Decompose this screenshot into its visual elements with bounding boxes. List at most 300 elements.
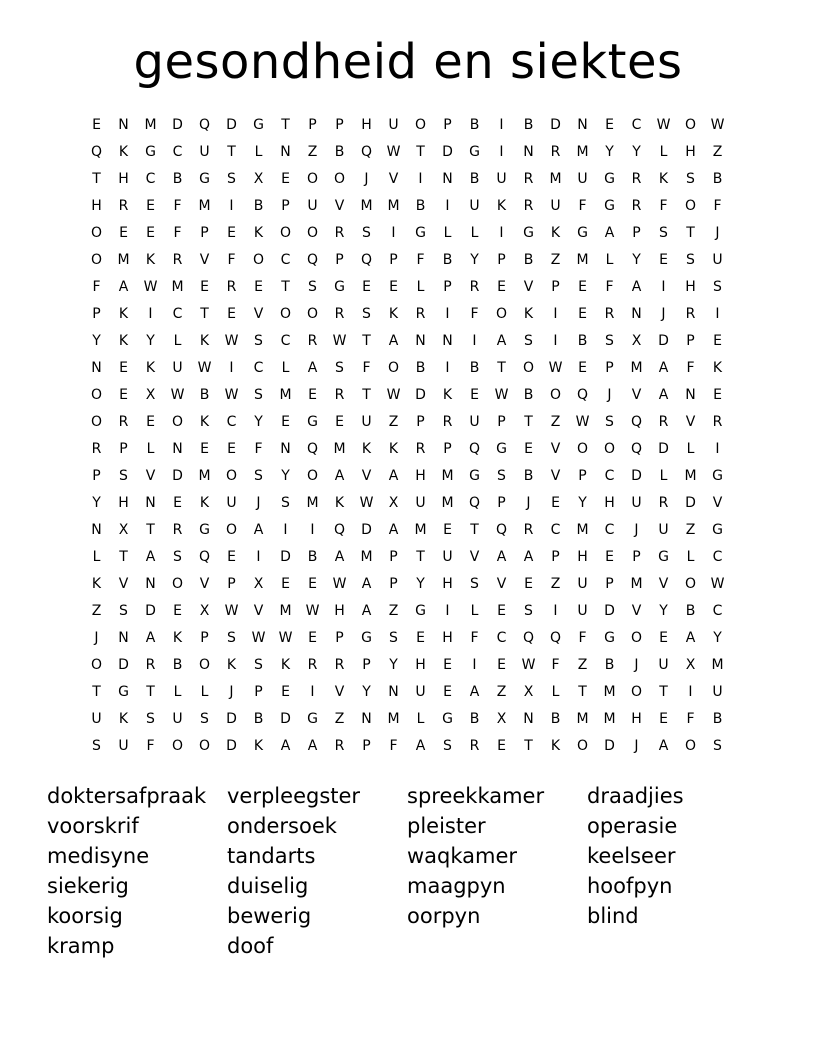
grid-letter: Q bbox=[495, 521, 508, 538]
grid-letter: U bbox=[118, 737, 129, 754]
grid-letter: R bbox=[415, 305, 426, 322]
grid-letter: E bbox=[173, 494, 182, 511]
grid-letter: D bbox=[226, 710, 237, 727]
grid-letter: E bbox=[335, 413, 344, 430]
grid-letter: J bbox=[229, 683, 234, 700]
grid-letter: D bbox=[361, 521, 372, 538]
grid-letter: K bbox=[388, 305, 399, 322]
grid-letter: S bbox=[605, 413, 614, 430]
grid-letter: D bbox=[118, 656, 129, 673]
grid-letter: I bbox=[418, 170, 423, 187]
grid-letter: L bbox=[551, 683, 560, 700]
grid-letter: G bbox=[145, 143, 156, 160]
grid-letter: F bbox=[470, 305, 479, 322]
grid-letter: C bbox=[172, 143, 183, 160]
grid-letter: V bbox=[658, 575, 669, 592]
grid-letter: E bbox=[443, 521, 452, 538]
grid-letter: Z bbox=[388, 413, 399, 430]
grid-letter: A bbox=[253, 521, 264, 538]
grid-letter: S bbox=[389, 629, 398, 646]
grid-letter: T bbox=[92, 170, 101, 187]
grid-letter: B bbox=[604, 656, 615, 673]
grid-letter: Z bbox=[550, 251, 561, 268]
grid-letter: U bbox=[307, 197, 318, 214]
grid-letter: V bbox=[469, 548, 480, 565]
word-column bbox=[587, 781, 767, 961]
grid-row bbox=[83, 246, 731, 273]
grid-letter: T bbox=[119, 548, 128, 565]
grid-letter: G bbox=[604, 629, 615, 646]
grid-letter: R bbox=[604, 305, 615, 322]
grid-letter: E bbox=[497, 737, 506, 754]
grid-letter: Z bbox=[577, 656, 588, 673]
grid-letter: K bbox=[253, 737, 264, 754]
grid-letter: G bbox=[361, 629, 372, 646]
grid-letter: P bbox=[605, 575, 614, 592]
grid-letter: C bbox=[172, 305, 183, 322]
word-list-item: kramp bbox=[47, 934, 115, 958]
grid-letter: M bbox=[360, 197, 373, 214]
grid-letter: K bbox=[550, 224, 561, 241]
grid-letter: P bbox=[200, 629, 209, 646]
grid-letter: L bbox=[416, 710, 425, 727]
grid-row bbox=[83, 732, 731, 759]
grid-letter: X bbox=[685, 656, 696, 673]
grid-letter: E bbox=[713, 332, 722, 349]
grid-letter: H bbox=[361, 116, 372, 133]
grid-letter: P bbox=[281, 197, 290, 214]
grid-letter: Y bbox=[632, 143, 641, 160]
grid-letter: O bbox=[90, 251, 103, 268]
word-list bbox=[47, 781, 767, 961]
grid-letter: R bbox=[685, 305, 696, 322]
grid-letter: T bbox=[497, 359, 506, 376]
letter-grid bbox=[83, 111, 731, 759]
word-list-item: keelseer bbox=[587, 844, 676, 868]
grid-letter: E bbox=[659, 710, 668, 727]
grid-letter: I bbox=[499, 116, 504, 133]
grid-letter: K bbox=[361, 440, 372, 457]
grid-letter: G bbox=[577, 224, 588, 241]
grid-letter: I bbox=[310, 683, 315, 700]
grid-letter: R bbox=[307, 656, 318, 673]
grid-letter: R bbox=[523, 197, 534, 214]
grid-letter: E bbox=[281, 170, 290, 187]
grid-letter: L bbox=[470, 224, 479, 241]
grid-letter: E bbox=[362, 278, 371, 295]
grid-letter: O bbox=[630, 683, 643, 700]
grid-letter: T bbox=[524, 413, 533, 430]
grid-letter: T bbox=[146, 521, 155, 538]
grid-letter: R bbox=[172, 521, 183, 538]
grid-letter: W bbox=[710, 116, 725, 133]
grid-letter: W bbox=[224, 602, 239, 619]
grid-letter: O bbox=[171, 413, 184, 430]
grid-letter: K bbox=[199, 494, 210, 511]
grid-letter: N bbox=[361, 710, 372, 727]
grid-letter: M bbox=[441, 467, 454, 484]
grid-letter: P bbox=[308, 116, 317, 133]
grid-letter: W bbox=[143, 278, 158, 295]
grid-letter: O bbox=[495, 305, 508, 322]
grid-letter: Z bbox=[388, 602, 399, 619]
grid-letter: E bbox=[470, 386, 479, 403]
grid-letter: E bbox=[227, 440, 236, 457]
grid-letter: O bbox=[306, 467, 319, 484]
grid-letter: Z bbox=[91, 602, 102, 619]
grid-letter: I bbox=[445, 359, 450, 376]
grid-letter: X bbox=[253, 575, 264, 592]
grid-letter: K bbox=[145, 251, 156, 268]
grid-letter: X bbox=[388, 494, 399, 511]
grid-letter: E bbox=[713, 386, 722, 403]
grid-letter: L bbox=[686, 440, 695, 457]
grid-letter: M bbox=[603, 710, 616, 727]
grid-letter: G bbox=[415, 224, 426, 241]
grid-letter: X bbox=[253, 170, 264, 187]
grid-letter: E bbox=[551, 494, 560, 511]
grid-letter: P bbox=[632, 548, 641, 565]
grid-letter: V bbox=[388, 170, 399, 187]
grid-letter: E bbox=[497, 656, 506, 673]
grid-letter: J bbox=[634, 737, 639, 754]
grid-letter: E bbox=[308, 386, 317, 403]
grid-letter: U bbox=[199, 143, 210, 160]
grid-letter: A bbox=[496, 332, 507, 349]
grid-letter: Z bbox=[334, 710, 345, 727]
grid-letter: P bbox=[389, 575, 398, 592]
grid-letter: S bbox=[470, 575, 479, 592]
grid-letter: D bbox=[658, 440, 669, 457]
grid-letter: M bbox=[171, 278, 184, 295]
grid-letter: K bbox=[334, 494, 345, 511]
grid-letter: T bbox=[146, 683, 155, 700]
grid-letter: Y bbox=[92, 494, 101, 511]
grid-letter: I bbox=[445, 305, 450, 322]
grid-letter: K bbox=[523, 305, 534, 322]
grid-letter: J bbox=[526, 494, 531, 511]
grid-letter: W bbox=[332, 575, 347, 592]
grid-letter: O bbox=[279, 305, 292, 322]
grid-letter: S bbox=[605, 332, 614, 349]
grid-letter: V bbox=[334, 197, 345, 214]
grid-letter: T bbox=[659, 683, 668, 700]
grid-letter: E bbox=[497, 278, 506, 295]
grid-letter: Y bbox=[713, 629, 722, 646]
grid-letter: E bbox=[119, 359, 128, 376]
grid-letter: P bbox=[443, 278, 452, 295]
grid-letter: J bbox=[607, 386, 612, 403]
grid-letter: G bbox=[712, 467, 723, 484]
grid-letter: O bbox=[171, 575, 184, 592]
grid-letter: D bbox=[550, 116, 561, 133]
grid-letter: N bbox=[442, 170, 453, 187]
grid-letter: A bbox=[496, 548, 507, 565]
grid-letter: O bbox=[522, 359, 535, 376]
grid-row bbox=[83, 273, 731, 300]
grid-letter: P bbox=[416, 413, 425, 430]
grid-letter: S bbox=[119, 467, 128, 484]
grid-letter: V bbox=[199, 575, 210, 592]
word-column bbox=[407, 781, 587, 961]
grid-letter: N bbox=[118, 629, 129, 646]
grid-letter: F bbox=[416, 251, 425, 268]
grid-letter: W bbox=[305, 602, 320, 619]
grid-letter: R bbox=[334, 224, 345, 241]
grid-letter: D bbox=[658, 332, 669, 349]
grid-letter: O bbox=[90, 656, 103, 673]
grid-letter: S bbox=[254, 656, 263, 673]
grid-letter: T bbox=[92, 683, 101, 700]
grid-row bbox=[83, 219, 731, 246]
word-list-item: verpleegster bbox=[227, 784, 361, 808]
grid-letter: T bbox=[578, 683, 587, 700]
grid-letter: P bbox=[389, 251, 398, 268]
grid-letter: S bbox=[119, 602, 128, 619]
grid-letter: D bbox=[631, 467, 642, 484]
grid-letter: E bbox=[227, 548, 236, 565]
grid-letter: Y bbox=[389, 656, 398, 673]
grid-letter: G bbox=[415, 602, 426, 619]
word-list-item: siekerig bbox=[47, 874, 129, 898]
grid-letter: N bbox=[523, 143, 534, 160]
grid-row bbox=[83, 165, 731, 192]
grid-letter: D bbox=[415, 386, 426, 403]
grid-letter: G bbox=[199, 170, 210, 187]
grid-letter: I bbox=[553, 332, 558, 349]
grid-letter: B bbox=[442, 251, 453, 268]
grid-letter: V bbox=[361, 467, 372, 484]
grid-letter: R bbox=[631, 170, 642, 187]
grid-letter: R bbox=[334, 305, 345, 322]
grid-letter: U bbox=[550, 197, 561, 214]
grid-row bbox=[83, 354, 731, 381]
grid-letter: O bbox=[576, 737, 589, 754]
grid-letter: K bbox=[118, 710, 129, 727]
grid-letter: D bbox=[172, 467, 183, 484]
grid-letter: M bbox=[414, 521, 427, 538]
grid-letter: V bbox=[253, 602, 264, 619]
grid-letter: I bbox=[229, 197, 234, 214]
grid-letter: X bbox=[118, 521, 129, 538]
grid-letter: N bbox=[388, 683, 399, 700]
grid-letter: B bbox=[712, 170, 723, 187]
grid-letter: D bbox=[226, 116, 237, 133]
grid-letter: P bbox=[551, 548, 560, 565]
grid-letter: E bbox=[92, 116, 101, 133]
grid-row bbox=[83, 138, 731, 165]
grid-letter: P bbox=[362, 737, 371, 754]
grid-letter: E bbox=[416, 629, 425, 646]
grid-letter: I bbox=[445, 197, 450, 214]
grid-letter: T bbox=[470, 521, 479, 538]
grid-letter: U bbox=[226, 494, 237, 511]
word-list-item: medisyne bbox=[47, 844, 150, 868]
grid-letter: Y bbox=[470, 251, 479, 268]
grid-letter: O bbox=[333, 170, 346, 187]
grid-letter: A bbox=[118, 278, 129, 295]
grid-row bbox=[83, 192, 731, 219]
grid-row bbox=[83, 678, 731, 705]
grid-letter: A bbox=[307, 737, 318, 754]
grid-letter: Z bbox=[550, 575, 561, 592]
grid-letter: P bbox=[578, 467, 587, 484]
grid-letter: J bbox=[715, 224, 720, 241]
grid-letter: Q bbox=[306, 440, 319, 457]
grid-letter: X bbox=[631, 332, 642, 349]
grid-letter: O bbox=[90, 413, 103, 430]
grid-letter: V bbox=[685, 413, 696, 430]
grid-letter: R bbox=[523, 170, 534, 187]
grid-letter: R bbox=[334, 737, 345, 754]
word-list-item: draadjies bbox=[587, 784, 684, 808]
grid-letter: A bbox=[658, 359, 669, 376]
grid-letter: B bbox=[415, 197, 426, 214]
grid-letter: M bbox=[603, 683, 616, 700]
grid-letter: Y bbox=[281, 467, 290, 484]
grid-letter: Y bbox=[605, 143, 614, 160]
grid-letter: V bbox=[550, 467, 561, 484]
grid-letter: P bbox=[686, 332, 695, 349]
grid-letter: Y bbox=[578, 494, 587, 511]
grid-letter: A bbox=[307, 359, 318, 376]
grid-letter: O bbox=[171, 737, 184, 754]
grid-letter: Q bbox=[630, 440, 643, 457]
grid-letter: V bbox=[199, 251, 210, 268]
grid-letter: X bbox=[523, 683, 534, 700]
grid-letter: S bbox=[335, 359, 344, 376]
grid-letter: R bbox=[145, 656, 156, 673]
grid-letter: G bbox=[199, 521, 210, 538]
grid-letter: U bbox=[388, 116, 399, 133]
grid-letter: J bbox=[634, 656, 639, 673]
grid-letter: P bbox=[497, 494, 506, 511]
grid-letter: W bbox=[575, 413, 590, 430]
grid-letter: S bbox=[254, 332, 263, 349]
grid-letter: B bbox=[253, 197, 264, 214]
grid-row bbox=[83, 516, 731, 543]
grid-letter: K bbox=[253, 224, 264, 241]
grid-letter: Q bbox=[198, 116, 211, 133]
grid-letter: I bbox=[256, 548, 261, 565]
grid-letter: F bbox=[551, 656, 560, 673]
grid-letter: G bbox=[523, 224, 534, 241]
grid-letter: P bbox=[92, 467, 101, 484]
grid-letter: E bbox=[389, 278, 398, 295]
grid-letter: H bbox=[577, 548, 588, 565]
grid-letter: H bbox=[415, 467, 426, 484]
grid-letter: S bbox=[92, 737, 101, 754]
grid-letter: K bbox=[712, 359, 723, 376]
grid-letter: K bbox=[118, 143, 129, 160]
grid-letter: D bbox=[442, 143, 453, 160]
grid-letter: K bbox=[91, 575, 102, 592]
grid-letter: O bbox=[684, 116, 697, 133]
grid-letter: B bbox=[523, 467, 534, 484]
grid-row bbox=[83, 111, 731, 138]
grid-letter: I bbox=[310, 521, 315, 538]
grid-letter: U bbox=[442, 548, 453, 565]
grid-letter: U bbox=[658, 521, 669, 538]
grid-letter: A bbox=[631, 278, 642, 295]
grid-letter: I bbox=[445, 602, 450, 619]
grid-letter: X bbox=[145, 386, 156, 403]
grid-letter: P bbox=[605, 359, 614, 376]
grid-letter: D bbox=[604, 737, 615, 754]
grid-letter: U bbox=[172, 710, 183, 727]
grid-letter: O bbox=[306, 170, 319, 187]
grid-letter: F bbox=[92, 278, 101, 295]
grid-letter: G bbox=[604, 170, 615, 187]
grid-letter: W bbox=[278, 629, 293, 646]
grid-letter: K bbox=[172, 629, 183, 646]
grid-letter: Z bbox=[307, 143, 318, 160]
grid-letter: R bbox=[469, 278, 480, 295]
grid-letter: I bbox=[553, 602, 558, 619]
grid-letter: N bbox=[91, 521, 102, 538]
grid-letter: K bbox=[442, 386, 453, 403]
grid-letter: H bbox=[415, 656, 426, 673]
grid-letter: M bbox=[684, 467, 697, 484]
word-list-item: waqkamer bbox=[407, 844, 518, 868]
grid-letter: L bbox=[659, 467, 668, 484]
grid-letter: R bbox=[226, 278, 237, 295]
grid-letter: M bbox=[576, 251, 589, 268]
word-list-item: blind bbox=[587, 904, 639, 928]
puzzle-title: gesondheid en siektes bbox=[133, 34, 683, 90]
grid-letter: C bbox=[604, 467, 615, 484]
grid-letter: E bbox=[119, 224, 128, 241]
grid-letter: B bbox=[523, 251, 534, 268]
grid-letter: M bbox=[630, 359, 643, 376]
word-list-item: doof bbox=[227, 934, 274, 958]
grid-letter: B bbox=[523, 116, 534, 133]
grid-letter: U bbox=[469, 413, 480, 430]
grid-letter: V bbox=[523, 278, 534, 295]
grid-letter: A bbox=[280, 737, 291, 754]
grid-letter: Q bbox=[522, 629, 535, 646]
grid-letter: U bbox=[91, 710, 102, 727]
grid-letter: S bbox=[524, 332, 533, 349]
grid-letter: E bbox=[605, 116, 614, 133]
grid-letter: L bbox=[173, 683, 182, 700]
grid-letter: P bbox=[497, 251, 506, 268]
grid-letter: U bbox=[496, 170, 507, 187]
grid-letter: O bbox=[306, 305, 319, 322]
grid-letter: V bbox=[334, 683, 345, 700]
grid-row bbox=[83, 327, 731, 354]
grid-letter: Z bbox=[685, 521, 696, 538]
grid-letter: Q bbox=[576, 386, 589, 403]
grid-letter: E bbox=[578, 305, 587, 322]
grid-letter: R bbox=[550, 143, 561, 160]
grid-letter: E bbox=[281, 683, 290, 700]
grid-letter: S bbox=[686, 170, 695, 187]
grid-letter: E bbox=[200, 440, 209, 457]
grid-letter: L bbox=[470, 602, 479, 619]
grid-letter: N bbox=[577, 116, 588, 133]
grid-letter: Q bbox=[198, 548, 211, 565]
grid-letter: W bbox=[494, 386, 509, 403]
grid-letter: A bbox=[334, 548, 345, 565]
grid-letter: O bbox=[549, 386, 562, 403]
grid-letter: N bbox=[172, 440, 183, 457]
grid-letter: E bbox=[200, 278, 209, 295]
grid-letter: C bbox=[226, 413, 237, 430]
grid-letter: T bbox=[362, 332, 371, 349]
grid-letter: E bbox=[173, 602, 182, 619]
grid-letter: K bbox=[145, 359, 156, 376]
